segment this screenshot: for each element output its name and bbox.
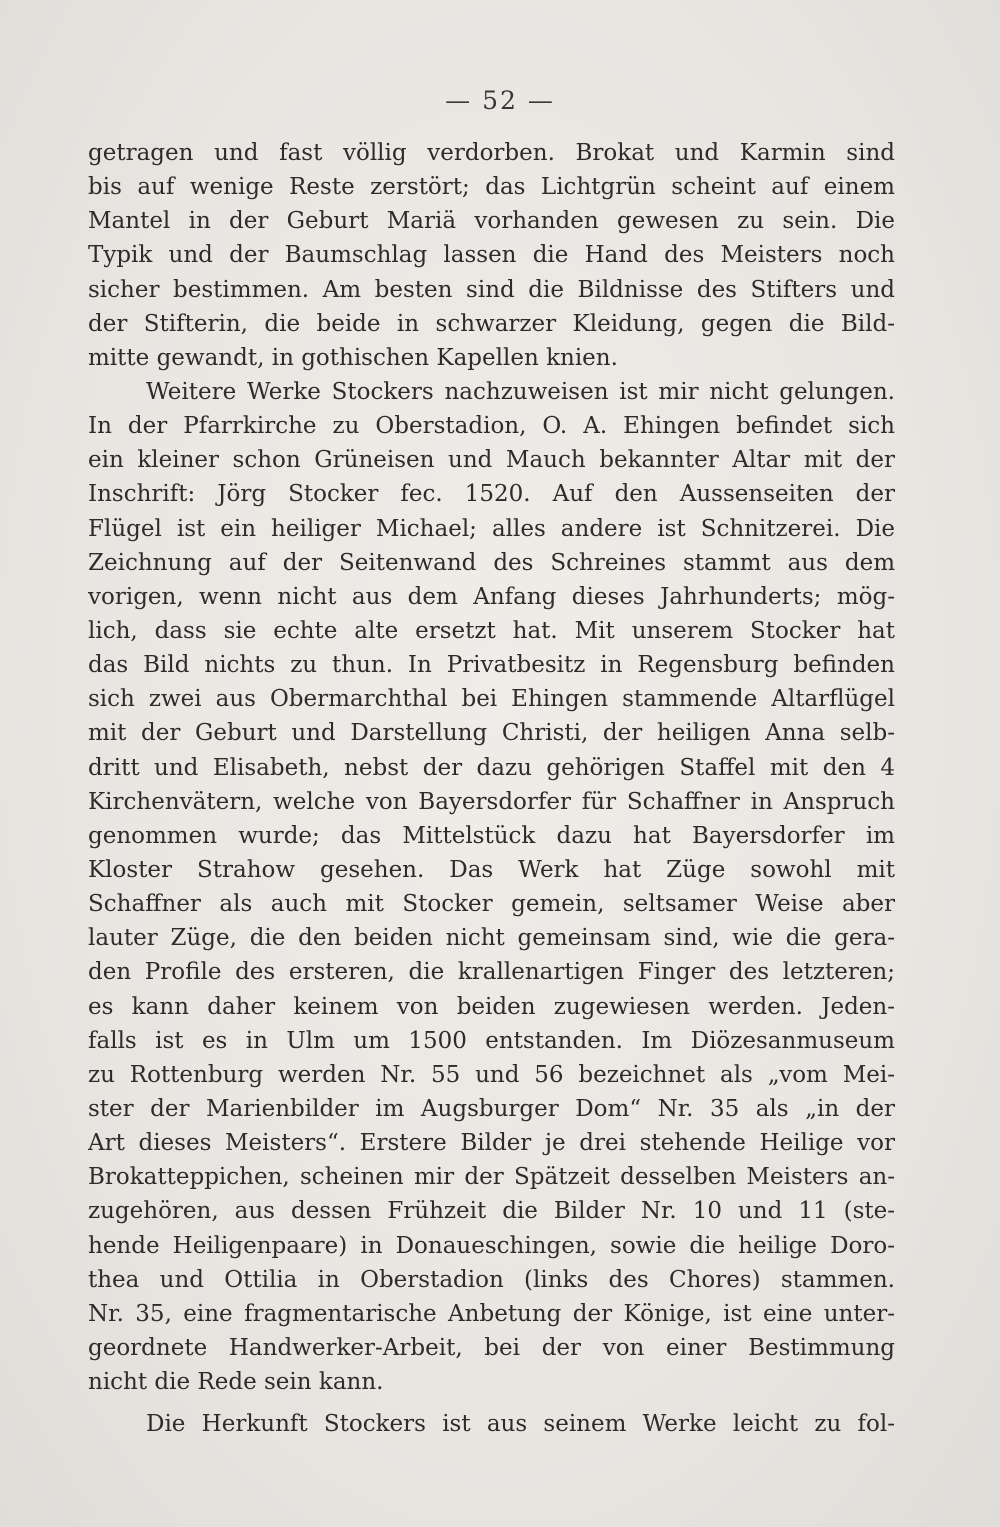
- text-line: den Profile des ersteren, die krallenartigen Finger des letzteren;: [88, 959, 895, 986]
- text-line: getragen und fast völlig verdorben. Brokat und Karmin sind: [88, 140, 895, 166]
- text-line: Flügel ist ein heiliger Michael; alles andere ist Schnitzerei. Die: [88, 515, 895, 542]
- text-line: lauter Züge, die den beiden nicht gemeinsam sind, wie die gera-: [88, 925, 895, 952]
- text-line: Kirchenvätern, welche von Bayersdorfer für Schaffner in Anspruch: [88, 788, 895, 815]
- page-number: — 52 —: [445, 86, 555, 115]
- text-line: In der Pfarrkirche zu Oberstadion, O. A. Ehingen befindet sich: [88, 413, 895, 440]
- text-line: Kloster Strahow gesehen. Das Werk hat Züge sowohl mit: [88, 856, 895, 883]
- text-line: der Stifterin, die beide in schwarzer Kleidung, gegen die Bild-: [88, 310, 895, 337]
- text-line: sicher bestimmen. Am besten sind die Bildnisse des Stifters und: [88, 276, 895, 303]
- text-line: Inschrift: Jörg Stocker fec. 1520. Auf den Aussenseiten der: [88, 481, 895, 508]
- text-line: dritt und Elisabeth, nebst der dazu gehörigen Staffel mit den 4: [88, 754, 895, 781]
- paragraph-gap: [88, 1399, 895, 1407]
- text-line: das Bild nichts zu thun. In Privatbesitz in Regensburg befinden: [88, 652, 895, 679]
- text-line: mit der Geburt und Darstellung Christi, der heiligen Anna selb-: [88, 720, 895, 747]
- text-line: genommen wurde; das Mittelstück dazu hat Bayersdorfer im: [88, 822, 895, 849]
- text-line: Nr. 35, eine fragmentarische Anbetung der Könige, ist eine unter-: [88, 1300, 895, 1327]
- body-text: [88, 136, 895, 1441]
- text-line: nicht die Rede sein kann.: [88, 1369, 384, 1396]
- text-line: ein kleiner schon Grüneisen und Mauch bekannter Altar mit der: [88, 447, 895, 474]
- text-line: zugehören, aus dessen Frühzeit die Bilder Nr. 10 und 11 (ste-: [88, 1198, 895, 1225]
- text-line: vorigen, wenn nicht aus dem Anfang dieses Jahrhunderts; mög-: [88, 583, 895, 610]
- text-line: Mantel in der Geburt Mariä vorhanden gewesen zu sein. Die: [88, 208, 895, 235]
- text-line: sich zwei aus Obermarchthal bei Ehingen stammende Altarflügel: [88, 686, 895, 713]
- text-line: lich, dass sie echte alte ersetzt hat. Mit unserem Stocker hat: [88, 617, 895, 644]
- text-line: Brokatteppichen, scheinen mir der Spätzeit desselben Meisters an-: [88, 1164, 895, 1191]
- text-line: zu Rottenburg werden Nr. 55 und 56 bezeichnet als „vom Mei-: [88, 1061, 895, 1088]
- text-line: Weitere Werke Stockers nachzuweisen ist mir nicht gelungen.: [146, 378, 895, 405]
- text-line: geordnete Handwerker-Arbeit, bei der von einer Bestimmung: [88, 1334, 895, 1361]
- text-line: bis auf wenige Reste zerstört; das Lichtgrün scheint auf einem: [88, 174, 895, 201]
- text-line: falls ist es in Ulm um 1500 entstanden. Im Diözesanmuseum: [88, 1027, 895, 1054]
- text-line: Schaffner als auch mit Stocker gemein, seltsamer Weise aber: [88, 891, 895, 918]
- text-line: es kann daher keinem von beiden zugewiesen werden. Jeden-: [88, 993, 895, 1020]
- text-line: Zeichnung auf der Seitenwand des Schreines stammt aus dem: [88, 549, 895, 576]
- text-line: thea und Ottilia in Oberstadion (links des Chores) stammen.: [88, 1266, 895, 1293]
- text-line: Art dieses Meisters“. Erstere Bilder je drei stehende Heilige vor: [88, 1130, 895, 1157]
- text-line: mitte gewandt, in gothischen Kapellen knien.: [88, 344, 618, 371]
- text-line: hende Heiligenpaare) in Donaueschingen, sowie die heilige Doro-: [88, 1232, 895, 1259]
- text-line: Die Herkunft Stockers ist aus seinem Werke leicht zu fol-: [146, 1411, 895, 1438]
- text-line: Typik und der Baumschlag lassen die Hand des Meisters noch: [88, 242, 895, 269]
- text-line: ster der Marienbilder im Augsburger Dom“ Nr. 35 als „in der: [88, 1095, 895, 1122]
